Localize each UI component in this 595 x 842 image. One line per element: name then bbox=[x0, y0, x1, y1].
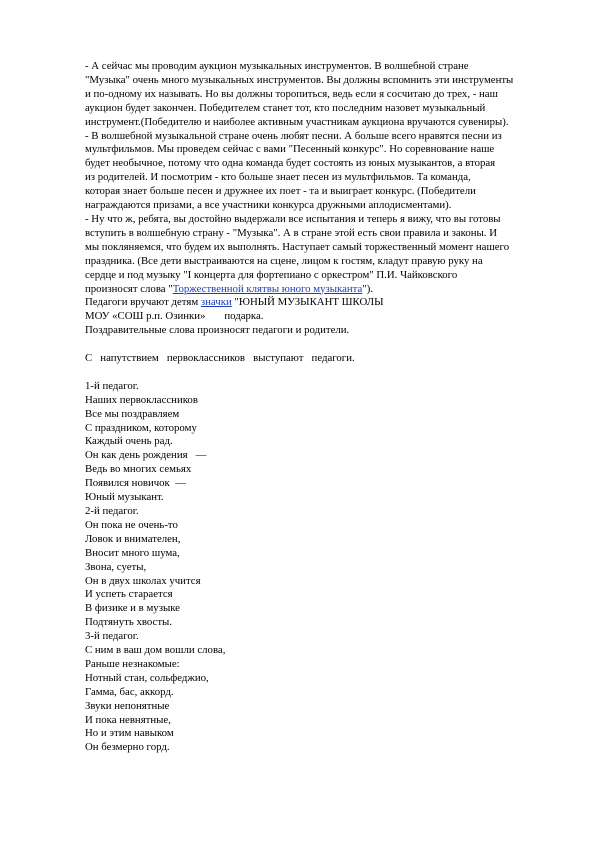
poem-line: Ведь во многих семьях bbox=[85, 463, 192, 476]
paragraph-line: награждаются призами, а все участники конкурса дружными аплодисментами). bbox=[85, 199, 452, 212]
poem-line: Но и этим навыком bbox=[85, 727, 174, 740]
paragraph-line: мультфильмов. Мы проведем сейчас с вами "Песенный конкурс". Но соревнование наше bbox=[85, 143, 495, 156]
badge-suffix: "ЮНЫЙ МУЗЫКАНТ ШКОЛЫ bbox=[231, 296, 384, 309]
poem-line: С ним в ваш дом вошли слова, bbox=[85, 644, 226, 657]
poem-line: Гамма, бас, аккорд. bbox=[85, 685, 174, 698]
poem-line: Он пока не очень-то bbox=[85, 518, 178, 531]
paragraph-line: "Музыка" очень много музыкальных инструментов. Вы должны вспомнить эти инструменты bbox=[85, 73, 514, 86]
paragraph-line: из родителей. И посмотрим - кто больше знает песен из мультфильмов. Та команда, bbox=[85, 171, 471, 184]
badge-line bbox=[85, 296, 560, 310]
poem-line: Звуки непонятные bbox=[85, 699, 170, 712]
paragraph-line: - А сейчас мы проводим аукцион музыкальных инструментов. В волшебной стране bbox=[85, 60, 469, 72]
spacer bbox=[85, 338, 560, 352]
poem-line: Он как день рождения — bbox=[85, 449, 207, 462]
poem-line: Появился новичок — bbox=[85, 477, 186, 490]
poem-line: Подтянуть хвосты. bbox=[85, 616, 172, 629]
badge-link[interactable]: значки bbox=[200, 296, 232, 309]
poem-line: 3-й педагог. bbox=[85, 630, 139, 643]
document-page bbox=[85, 60, 560, 755]
poem-line: Нотный стан, сольфеджио, bbox=[85, 671, 209, 684]
poem-line: В физике и в музыке bbox=[85, 602, 180, 615]
spacer bbox=[85, 366, 560, 380]
paragraph-line: инструмент.(Победителю и наиболее активным участникам аукциона вручаются сувениры). bbox=[85, 115, 509, 128]
poem-line: Ловок и внимателен, bbox=[85, 532, 181, 545]
poem-line: Он безмерно горд. bbox=[85, 741, 170, 754]
section-heading: С напутствием первоклассников выступают педагоги. bbox=[85, 352, 355, 365]
poem-line: И пока невнятные, bbox=[85, 713, 171, 726]
paragraph-line: будет необычное, потому что одна команда будет состоять из юных музыкантов, а вторая bbox=[85, 157, 496, 170]
poem-line: Юный музыкант. bbox=[85, 491, 164, 504]
paragraph-line: и по-одному их называть. Но вы должны торопиться, ведь если я сосчитаю до трех, - наш bbox=[85, 87, 498, 100]
poem-line: Вносит много шума, bbox=[85, 546, 180, 559]
poem-line: С праздником, которому bbox=[85, 421, 197, 434]
paragraph-line: вступить в волшебную страну - "Музыка". А в стране этой есть свои правила и законы. И bbox=[85, 226, 497, 239]
paragraph-line: аукцион будет закончен. Победителем станет тот, кто последним назовет музыкальный bbox=[85, 101, 486, 114]
poem-line: Все мы поздравляем bbox=[85, 407, 180, 420]
poem-line: 2-й педагог. bbox=[85, 504, 139, 517]
paragraph-line: мы покляняемся, что будем их выполнять. Наступает самый торжественный момент нашего bbox=[85, 240, 510, 253]
paragraph-line: которая знает больше песен и дружнее их поет - та и выиграет конкурс. (Победители bbox=[85, 185, 476, 198]
poem bbox=[85, 380, 560, 755]
oath-link[interactable]: Торжественной клятвы юного музыканта bbox=[172, 282, 363, 295]
paragraph-line: сердце и под музыку "I концерта для фортепиано с оркестром" П.И. Чайковского bbox=[85, 268, 458, 281]
poem-line: 1-й педагог. bbox=[85, 379, 139, 392]
congrats-line: Поздравительные слова произносят педагоги и родители. bbox=[85, 324, 350, 337]
paragraph-line: - Ну что ж, ребята, вы достойно выдержали все испытания и теперь я вижу, что вы готовы bbox=[85, 212, 501, 225]
school-line: МОУ «СОШ р.п. Озинки» подарка. bbox=[85, 310, 264, 323]
poem-line: Каждый очень рад. bbox=[85, 435, 173, 448]
poem-line: И успеть старается bbox=[85, 588, 173, 601]
oath-line bbox=[85, 283, 560, 297]
poem-line: Раньше незнакомые: bbox=[85, 657, 180, 670]
body-paragraph bbox=[85, 60, 560, 338]
poem-line: Наших первоклассников bbox=[85, 393, 198, 406]
paragraph-line: праздника. (Все дети выстраиваются на сцене, лицом к гостям, кладут правую руку на bbox=[85, 254, 483, 267]
poem-line: Он в двух школах учится bbox=[85, 574, 201, 587]
badge-prefix: Педагоги вручают детям bbox=[85, 296, 201, 309]
paragraph-line: - В волшебной музыкальной стране очень любят песни. А больше всего нравятся песни из bbox=[85, 129, 502, 142]
oath-prefix: произносят слова " bbox=[85, 282, 173, 295]
poem-line: Звона, суеты, bbox=[85, 560, 147, 573]
oath-suffix: "). bbox=[362, 282, 374, 295]
